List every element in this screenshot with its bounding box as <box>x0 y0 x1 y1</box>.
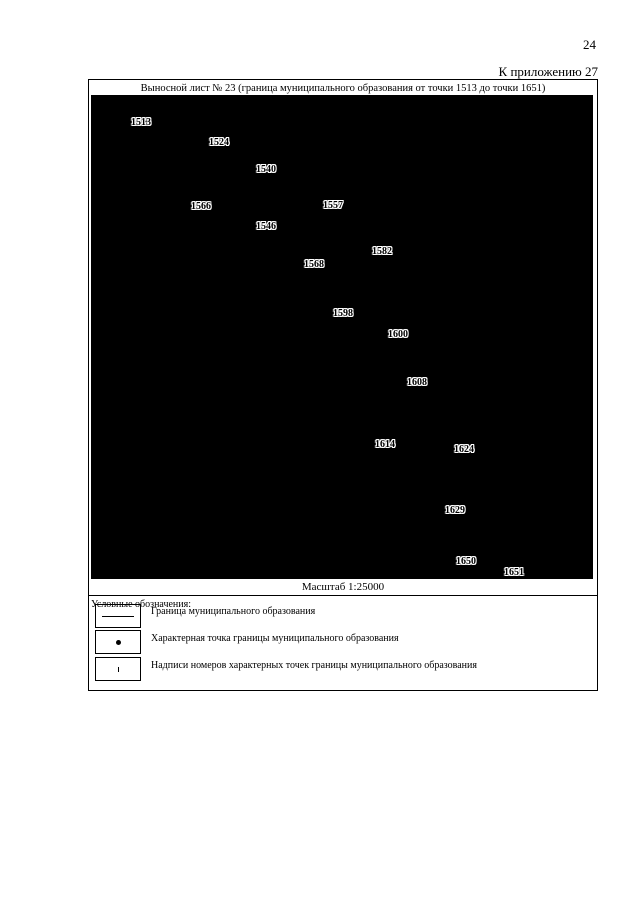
point-dot-icon <box>116 640 121 645</box>
legend-text-label: Надписи номеров характерных точек границы муниципального образования <box>151 660 477 671</box>
boundary-line-icon <box>102 616 134 617</box>
point-label-1629: 1629 <box>445 505 465 516</box>
map-area <box>91 95 593 579</box>
legend-divider <box>89 595 597 596</box>
map-sheet-title: Выносной лист № 23 (граница муниципального образования от точки 1513 до точки 1651) <box>140 83 546 94</box>
map-sheet-frame <box>88 79 598 691</box>
legend-symbol-label <box>95 657 141 681</box>
point-label-1540: 1540 <box>256 164 276 175</box>
point-label-1546: 1546 <box>256 221 276 232</box>
legend-title: Условные обозначения: <box>91 599 192 610</box>
legend-text-boundary: Граница муниципального образования <box>151 606 316 617</box>
legend-symbol-point <box>95 630 141 654</box>
point-label-1513: 1513 <box>131 117 151 128</box>
page-number: 24 <box>583 37 596 52</box>
point-label-1598: 1598 <box>333 308 353 319</box>
legend-symbol-boundary-line <box>95 604 141 628</box>
point-label-1524: 1524 <box>209 137 229 148</box>
point-label-1557: 1557 <box>323 200 343 211</box>
point-label-1568: 1568 <box>304 259 324 270</box>
point-label-1582: 1582 <box>372 246 392 257</box>
map-scale: Масштаб 1:25000 <box>301 581 385 593</box>
appendix-reference: К приложению 27 <box>498 64 598 79</box>
label-tick-icon <box>118 667 119 672</box>
point-label-1608: 1608 <box>407 377 427 388</box>
point-label-1624: 1624 <box>454 444 474 455</box>
point-label-1651: 1651 <box>504 567 524 578</box>
point-label-1566: 1566 <box>191 201 211 212</box>
point-label-1650: 1650 <box>456 556 476 567</box>
point-label-1614: 1614 <box>375 439 395 450</box>
legend-text-point: Характерная точка границы муниципального образования <box>151 633 399 644</box>
point-label-1600: 1600 <box>388 329 408 340</box>
